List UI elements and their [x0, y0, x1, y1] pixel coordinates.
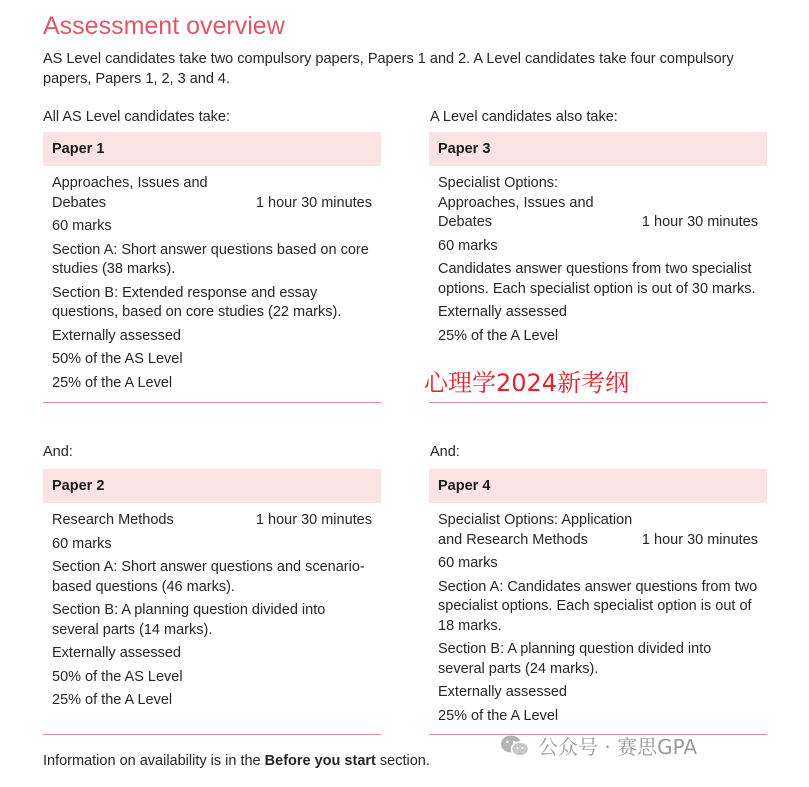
page-title: Assessment overview: [43, 12, 285, 40]
wechat-icon: [500, 733, 530, 759]
paper-2-line: 60 marks: [52, 535, 112, 552]
paper-2-line: 25% of the A Level: [52, 692, 173, 708]
paper-2-title: Research Methods: [52, 512, 174, 528]
paper-1-header: Paper 1: [43, 132, 381, 166]
paper-2-header: Paper 2: [43, 469, 381, 503]
paper-2-line: Section A: Short answer questions and scenario-based questions (46 marks).: [52, 559, 365, 595]
paper-3-line: Candidates answer questions from two specialist options. Each specialist option is out of 30 marks.: [438, 261, 756, 297]
paper-1-card: [43, 132, 381, 403]
paper-1-line: 50% of the AS Level: [52, 351, 183, 367]
paper-3-title: Specialist Options: Approaches, Issues and Debates: [438, 175, 594, 230]
paper-4-title: Specialist Options: Application and Research Methods: [438, 512, 633, 548]
paper-4-card: [429, 469, 767, 735]
footer-suffix: section.: [375, 753, 430, 769]
paper-4-duration: 1 hour 30 minutes: [641, 531, 758, 548]
paper-3-duration: 1 hour 30 minutes: [641, 214, 758, 230]
footer-bold: Before you start: [264, 753, 376, 769]
watermark-gray: [500, 731, 697, 760]
right-lead-top: A Level candidates also take:: [430, 109, 618, 125]
right-lead-bottom: And:: [430, 444, 460, 460]
paper-3-line: 60 marks: [438, 237, 498, 254]
paper-4-line: Section A: Candidates answer questions from two specialist options. Each specialist option is out of 18 marks.: [438, 578, 758, 634]
paper-2-card: [43, 469, 381, 735]
paper-2-line: Externally assessed: [52, 645, 181, 661]
footer-note: [43, 753, 430, 769]
paper-3-line: 25% of the A Level: [438, 327, 559, 344]
footer-prefix: Information on availability is in the: [43, 753, 265, 769]
paper-1-line: 25% of the A Level: [52, 374, 173, 391]
paper-2-line: Section B: A planning question divided into several parts (14 marks).: [52, 602, 326, 638]
watermark-gray-text: 公众号 · 赛思GPA: [538, 735, 698, 759]
paper-1-line: 60 marks: [52, 218, 112, 234]
watermark-red-text: 心理学2024新考纲: [424, 369, 630, 397]
paper-3-header: Paper 3: [429, 132, 767, 166]
left-lead-top: All AS Level candidates take:: [43, 109, 231, 125]
paper-1-duration: 1 hour 30 minutes: [255, 194, 372, 211]
paper-4-header: Paper 4: [429, 469, 767, 503]
paper-3-line: Externally assessed: [438, 304, 567, 320]
left-lead-bottom: And:: [43, 444, 73, 460]
paper-1-line: Externally assessed: [52, 327, 181, 344]
paper-1-line: Section B: Extended response and essay questions, based on core studies (22 marks).: [52, 284, 342, 320]
intro-text: AS Level candidates take two compulsory papers, Papers 1 and 2. A Level candidates take four compulsory papers, Papers 1, 2, 3 and 4.: [43, 51, 734, 87]
paper-2-duration: 1 hour 30 minutes: [255, 512, 372, 528]
paper-1-title: Approaches, Issues and Debates: [52, 175, 208, 211]
paper-4-line: Externally assessed: [438, 684, 567, 700]
paper-4-line: 25% of the A Level: [438, 707, 559, 724]
paper-4-line: Section B: A planning question divided into several parts (24 marks).: [438, 641, 712, 677]
paper-4-line: 60 marks: [438, 555, 498, 571]
paper-2-line: 50% of the AS Level: [52, 668, 183, 685]
paper-1-line: Section A: Short answer questions based on core studies (38 marks).: [52, 241, 369, 277]
